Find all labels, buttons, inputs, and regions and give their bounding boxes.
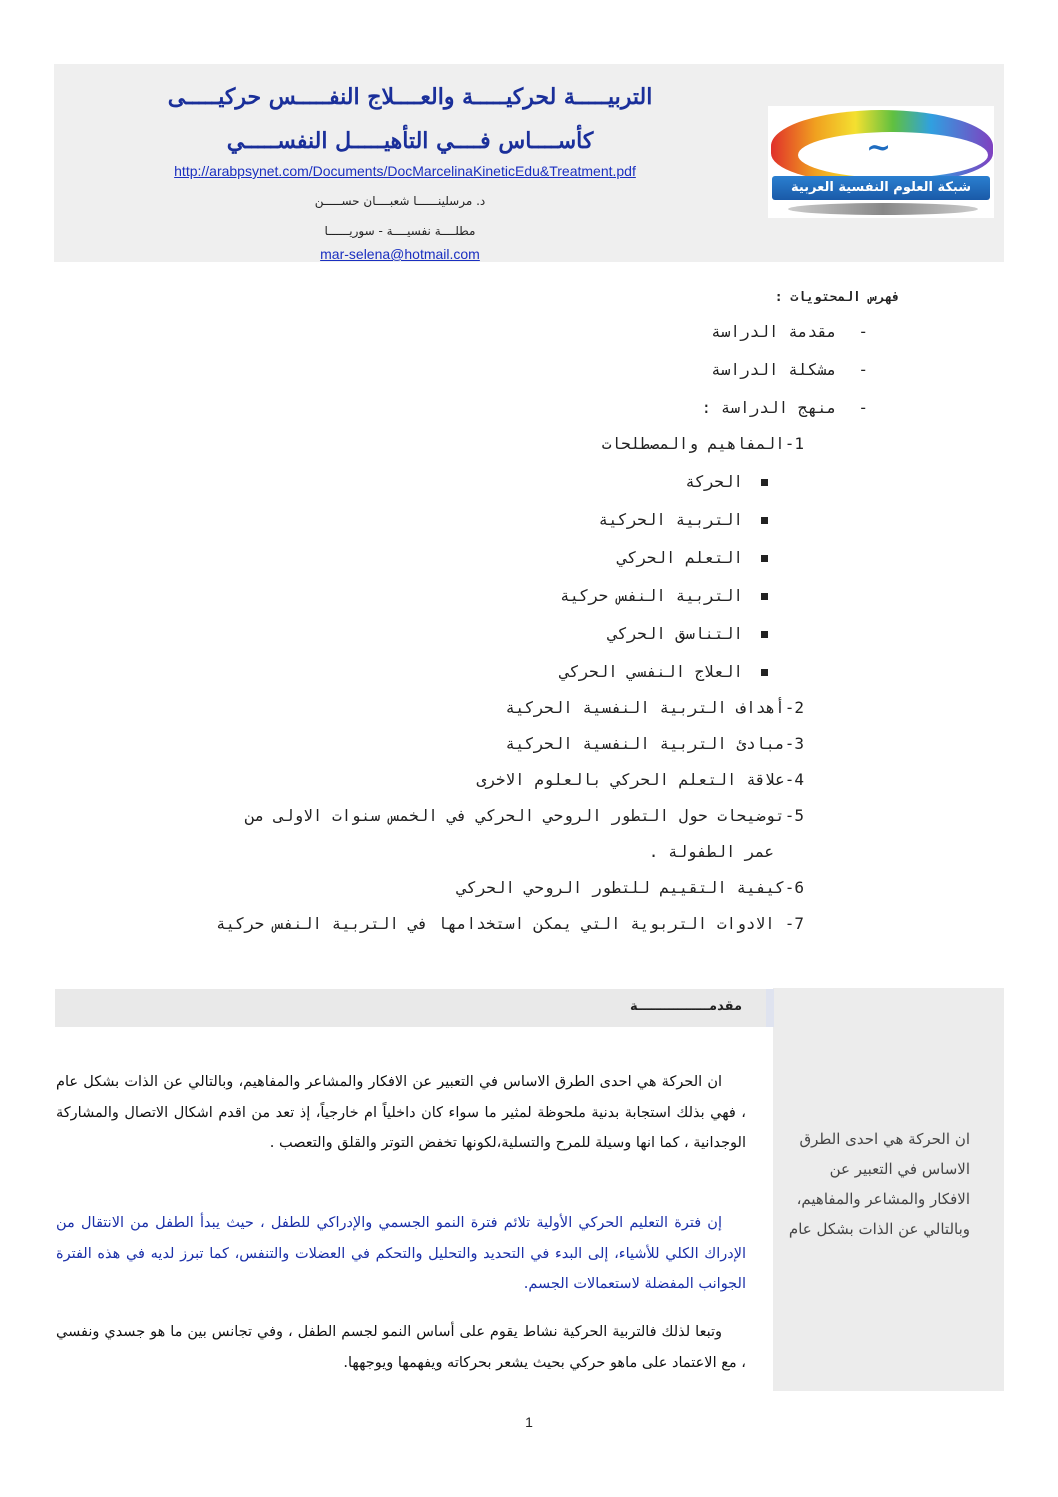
toc-item-label: المفاهيم والمصطلحات [601, 434, 785, 453]
toc-marker: - [858, 322, 868, 341]
intro-paragraph-1 [56, 1067, 746, 1159]
toc-item-label: مبادئ التربية النفسية الحركية [505, 734, 785, 753]
pull-quote-text: ان الحركة هي احدى الطرق الاساس في التعبير عن الافكار والمشاعر والمفاهيم، وبالتالي عن الذات بشكل عام [788, 1130, 970, 1238]
bullet-square-icon [761, 669, 768, 676]
heading-bar-edge [766, 989, 774, 1027]
page-number: 1 [525, 1414, 533, 1430]
toc-marker: - [858, 398, 868, 417]
bullet-square-icon [761, 631, 768, 638]
toc-item [216, 914, 804, 933]
toc-item [602, 434, 804, 453]
logo-text: شبكة العلوم النفسية العربية [772, 176, 990, 200]
toc-item [476, 770, 804, 789]
bullet-square-icon [761, 479, 768, 486]
toc-marker: 3- [784, 734, 804, 753]
toc-bullet-item [685, 472, 768, 491]
toc-item-label: الادوات التربوية التي يمكن استخدامها في التربية النفس حركية [216, 914, 775, 933]
toc-item-label: الحركة [685, 472, 743, 491]
toc-item-label: التربية الحركية [598, 510, 743, 529]
toc-item-label: منهج الدراسة : [701, 398, 837, 417]
author-role: مطلــــة نفسيــــة - سوريــــــا [324, 224, 476, 238]
toc-item-label: توضيحات حول التطور الروحي الحركي في الخمس سنوات الاولى من [245, 806, 785, 825]
toc-item-label: عمر الطفولة . [648, 842, 774, 861]
logo-glyph-icon: ~ [866, 130, 892, 165]
document-title: التربيـــــة لحركيـــــة والعــــلاج النفـــــس حركيـــــى [167, 84, 653, 110]
document-subtitle: كأســــاس فــــي التأهيـــــل النفســـــي [226, 128, 594, 154]
toc-item-label: مشكلة الدراسة [711, 360, 837, 379]
toc-title: فهرس المحتويات : [774, 290, 900, 305]
intro-paragraph-3 [56, 1317, 746, 1378]
intro-heading: مقدمــــــــــــــــة [630, 999, 742, 1014]
toc-marker: 1- [784, 434, 804, 453]
toc-item-continuation [649, 842, 774, 861]
toc-item [711, 360, 868, 379]
toc-item [245, 806, 804, 825]
toc-item [711, 322, 868, 341]
bullet-square-icon [761, 593, 768, 600]
logo-shadow [788, 203, 978, 215]
intro-paragraph-1-text: ان الحركة هي احدى الطرق الاساس في التعبير عن الافكار والمشاعر والمفاهيم، وبالتالي عن الذات بشكل عام ، فهي بذلك استجابة بدنية ملحوظة لمثير ما سواء كان داخلياً ام خارجياً، إذ تعد من اقدم اشكال الاتصال والمشاركة الوجدانية ، كما انها وسيلة للمرح والتسلية،لكونها تخفض التوتر والقلق والتعصب . [56, 1074, 746, 1151]
author-email-link[interactable]: mar-selena@hotmail.com [320, 246, 480, 262]
toc-item-label: مقدمة الدراسة [711, 322, 837, 341]
toc-item-label: التعلم الحركي [617, 548, 743, 567]
intro-paragraph-2-text: إن فترة التعليم الحركي الأولية تلائم فترة النمو الجسمي والإدراكي للطفل ، حيث يبدأ الطفل من الانتقال من الإدراك الكلي للأشياء، إلى البدء في التحديد والتحليل والتحكم في العضلات والتنفس، كما تبرز لديه في هذه الفترة الجوانب المفضلة لاستعمالات الجسم. [56, 1215, 747, 1292]
source-url-link[interactable]: http://arabpsynet.com/Documents/DocMarcelinaKineticEdu&Treatment.pdf [174, 163, 636, 179]
arabpsynet-logo [768, 106, 994, 218]
toc-item-label: التربية النفس حركية [559, 586, 743, 605]
toc-bullet-item [618, 548, 768, 567]
toc-bullet-item [608, 624, 768, 643]
bullet-square-icon [761, 555, 768, 562]
toc-marker: 7- [784, 914, 804, 933]
toc-item [505, 734, 804, 753]
toc-item [702, 398, 869, 417]
toc-marker: - [858, 360, 868, 379]
bullet-square-icon [761, 517, 768, 524]
intro-paragraph-3-text: وتبعا لذلك فالتربية الحركية نشاط يقوم على أساس النمو لجسم الطفل ، وفي تجانس بين ما هو جسدي ونفسي ، مع الاعتماد على ماهو حركي بحيث يشعر بحركاته ويفهمها ويوجهها. [56, 1324, 746, 1371]
toc-bullet-item [599, 510, 769, 529]
toc-marker: 4- [784, 770, 804, 789]
toc-item-label: أهداف التربية النفسية الحركية [505, 698, 785, 717]
intro-paragraph-2 [56, 1208, 746, 1300]
toc-item-label: علاقة التعلم الحركي بالعلوم الاخرى [476, 770, 785, 789]
toc-item-label: العلاج النفسي الحركي [559, 662, 743, 681]
intro-heading-bar [55, 989, 766, 1027]
logo-arc-inner [798, 132, 988, 178]
author-name: د. مرسلينــــــا شعبــــان حســـــن [314, 194, 486, 208]
toc-item [505, 698, 804, 717]
toc-item-label: كيفية التقييم للتطور الروحي الحركي [457, 878, 785, 897]
toc-marker: 2- [784, 698, 804, 717]
toc-item [457, 878, 804, 897]
toc-bullet-item [560, 662, 768, 681]
toc-item-label: التناسق الحركي [608, 624, 743, 643]
toc-bullet-item [560, 586, 768, 605]
toc-marker: 6- [784, 878, 804, 897]
toc-marker: 5- [784, 806, 804, 825]
